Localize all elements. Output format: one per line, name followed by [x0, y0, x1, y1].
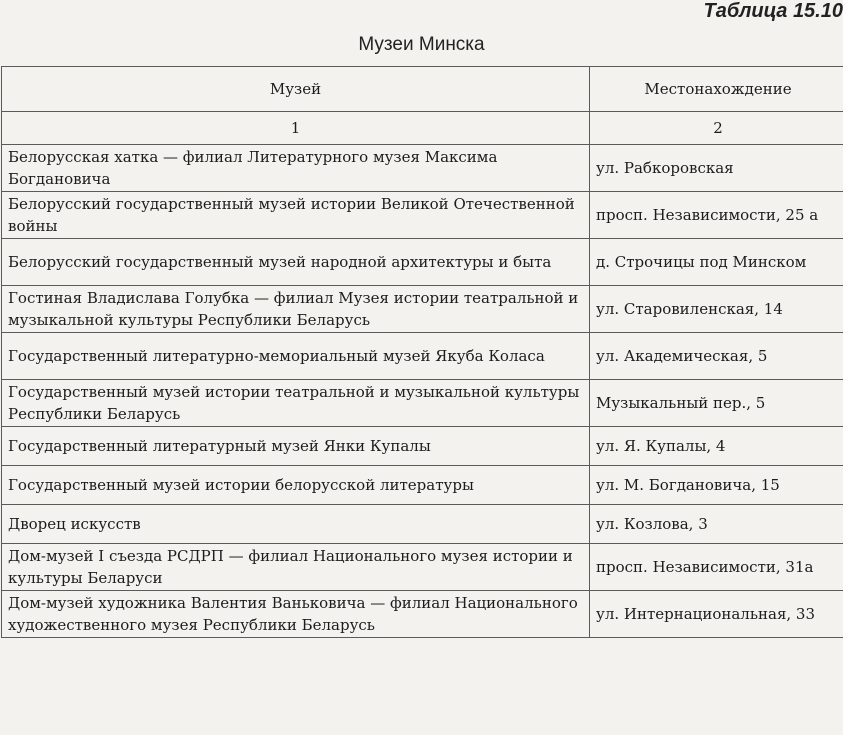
location-cell: ул. Академическая, 5 — [590, 333, 843, 380]
table-row — [2, 333, 843, 380]
location-cell: ул. Интернациональная, 33 — [590, 591, 843, 638]
column-number-2: 2 — [590, 112, 843, 145]
museum-cell: Государственный музей истории белорусской литературы — [2, 466, 590, 505]
museum-cell: Государственный литературно-мемориальный музей Якуба Коласа — [2, 333, 590, 380]
location-cell: просп. Независимости, 25 а — [590, 192, 843, 239]
location-cell: ул. Я. Купалы, 4 — [590, 427, 843, 466]
column-number-1: 1 — [2, 112, 590, 145]
location-cell: ул. Козлова, 3 — [590, 505, 843, 544]
table-header-row — [2, 67, 843, 112]
location-cell: Музыкальный пер., 5 — [590, 380, 843, 427]
column-number-row — [2, 112, 843, 145]
location-cell: ул. Рабкоровская — [590, 145, 843, 192]
museums-table — [1, 66, 843, 638]
table-row — [2, 544, 843, 591]
museum-cell: Гостиная Владислава Голубка — филиал Музея истории театральной и музыкальной культуры Республики Беларусь — [2, 286, 590, 333]
location-cell: д. Строчицы под Минском — [590, 239, 843, 286]
museum-cell: Белорусская хатка — филиал Литературного музея Максима Богдановича — [2, 145, 590, 192]
table-row — [2, 286, 843, 333]
table-row — [2, 239, 843, 286]
table-row — [2, 505, 843, 544]
location-cell: ул. Старовиленская, 14 — [590, 286, 843, 333]
museum-cell: Государственный литературный музей Янки Купалы — [2, 427, 590, 466]
museum-cell: Белорусский государственный музей истории Великой Отечественной войны — [2, 192, 590, 239]
museum-cell: Белорусский государственный музей народной архитектуры и быта — [2, 239, 590, 286]
location-cell: ул. М. Богдановича, 15 — [590, 466, 843, 505]
table-row — [2, 380, 843, 427]
table-row — [2, 591, 843, 638]
column-header-museum: Музей — [2, 67, 590, 112]
table-row — [2, 192, 843, 239]
table-row — [2, 466, 843, 505]
table-caption: Музеи Минска — [0, 34, 843, 56]
museum-cell: Дом-музей I съезда РСДРП — филиал Национального музея истории и культуры Беларуси — [2, 544, 590, 591]
museum-cell: Государственный музей истории театральной и музыкальной культуры Республики Беларусь — [2, 380, 590, 427]
table-row — [2, 427, 843, 466]
table-number-label: Таблица 15.10 — [697, 0, 843, 23]
table-row — [2, 145, 843, 192]
location-cell: просп. Независимости, 31а — [590, 544, 843, 591]
museum-cell: Дворец искусств — [2, 505, 590, 544]
museum-cell: Дом-музей художника Валентия Ваньковича — филиал Национального художественного музея Республики Беларусь — [2, 591, 590, 638]
column-header-location: Местонахождение — [590, 67, 843, 112]
